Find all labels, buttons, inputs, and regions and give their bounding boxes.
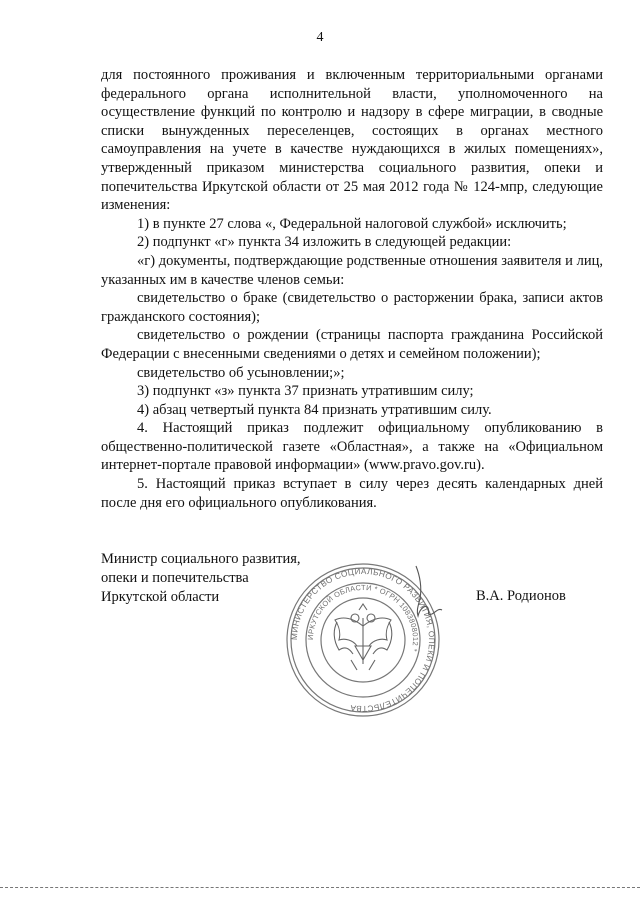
page-bottom-line <box>0 887 640 888</box>
paragraph: 2) подпункт «г» пункта 34 изложить в следующей редакции: <box>137 234 512 251</box>
paragraph: свидетельство о рождении (страницы паспорта гражданина Российской Федерации с внесенными сведениями о детях и семейном положении); <box>101 327 603 362</box>
signatory-name: В.А. Родионов <box>476 588 566 604</box>
paragraph: 3) подпункт «з» пункта 37 признать утратившим силу; <box>137 383 474 400</box>
handwritten-signature-icon <box>398 564 448 624</box>
paragraph: 1) в пункте 27 слова «, Федеральной налоговой службой» исключить; <box>137 215 567 232</box>
paragraph: 4. Настоящий приказ подлежит официальному опубликованию в общественно-политической газете «Областная», а также на «Официальном интернет-портале правовой информации» (www.pravo.gov.ru). <box>101 420 603 474</box>
seal-inner-text: ИРКУТСКОЙ ОБЛАСТИ * ОГРН 1083808012 * <box>305 582 421 653</box>
page-number: 4 <box>316 30 324 45</box>
paragraph: свидетельство об усыновлении;»; <box>137 364 345 381</box>
paragraph: 5. Настоящий приказ вступает в силу через десять календарных дней после дня его официального опубликования. <box>101 476 603 511</box>
paragraph: свидетельство о браке (свидетельство о расторжении брака, записи актов гражданского состояния); <box>101 290 603 325</box>
signatory-title-line: Министр социального развития, <box>101 551 301 567</box>
paragraph: «г) документы, подтверждающие родственные отношения заявителя и лиц, указанных им в качестве членов семьи: <box>101 252 603 288</box>
signatory-title-line: Иркутской области <box>101 588 220 605</box>
seal-outer-text: МИНИСТЕРСТВО СОЦИАЛЬНОГО РАЗВИТИЯ, ОПЕКИ И ПОПЕЧИТЕЛЬСТВА <box>289 566 437 714</box>
paragraph: 4) абзац четвертый пункта 84 признать утратившим силу. <box>137 401 492 418</box>
signatory-title-line: опеки и попечительства <box>101 569 249 586</box>
document-body <box>101 66 603 512</box>
signatory-title <box>101 550 301 606</box>
paragraph: для постоянного проживания и включенным территориальными органами федерального органа исполнительной власти, уполномоченного на осуществление функций по контролю и надзору в сфере миграции, в сводные списки вынужденных переселенцев, состоящих в органах местного самоуправления на учете в качестве нуждающихся в жилых помещениях», утвержденный приказом министерства социального развития, опеки и попечительства Иркутской области от 25 мая 2012 года № 124-мпр, следующие изменения: <box>101 67 603 214</box>
